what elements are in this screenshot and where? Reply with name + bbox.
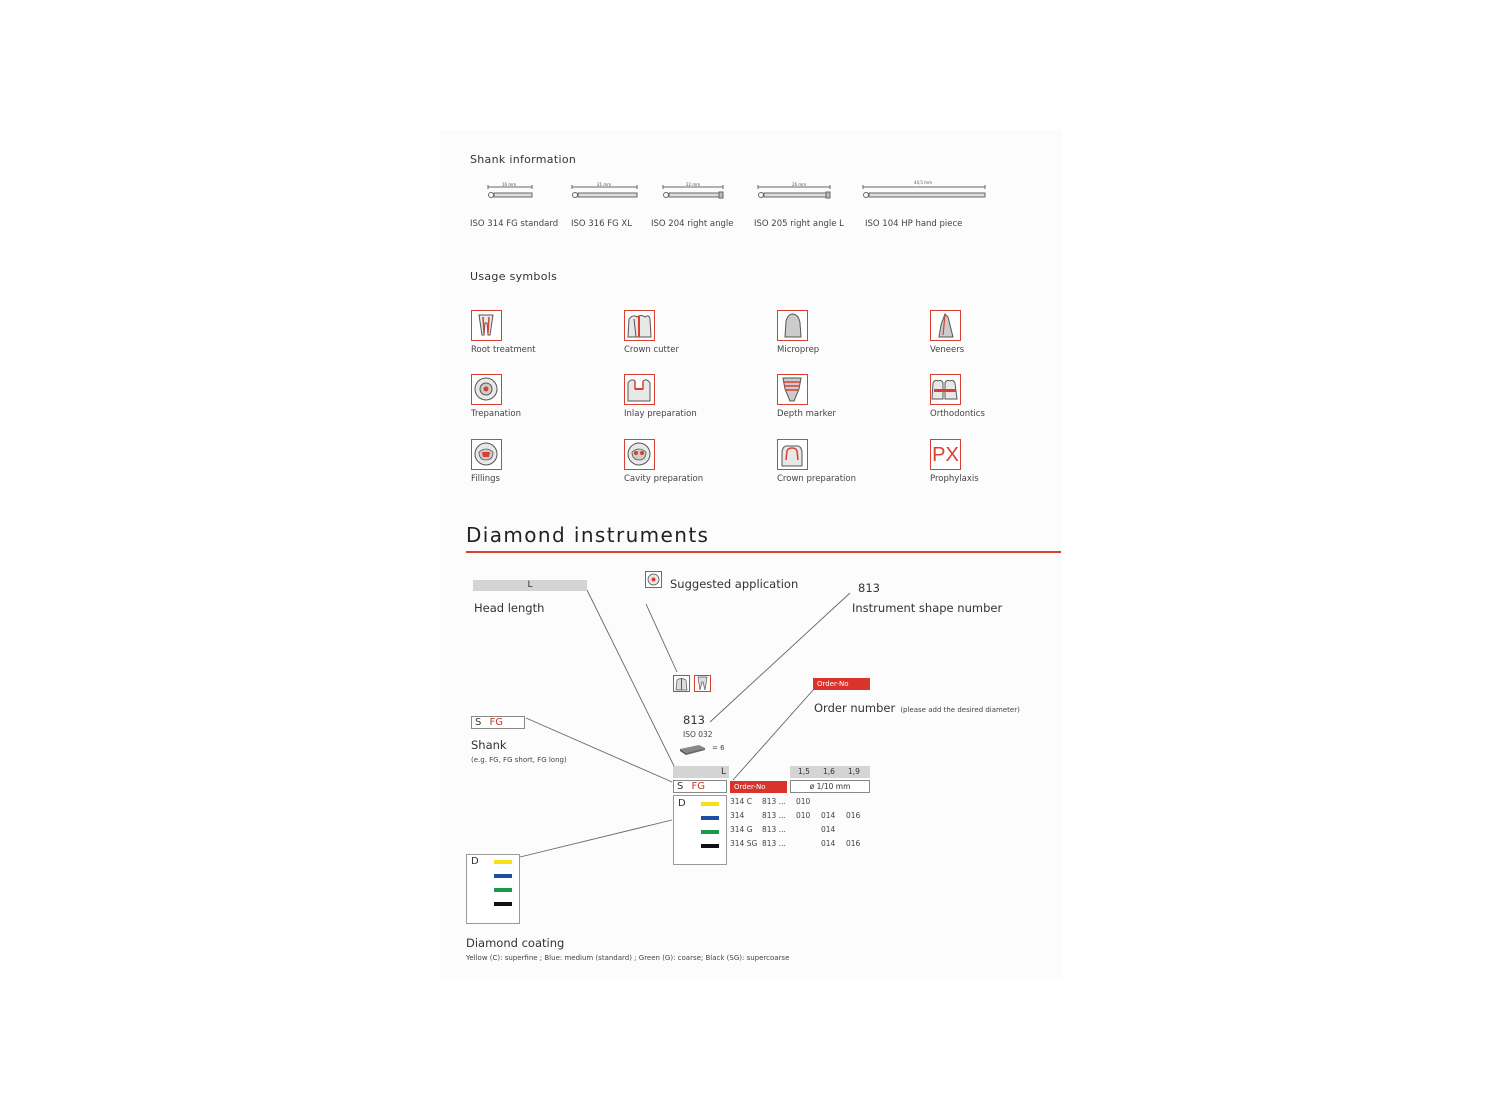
sym-label-depth-marker: Depth marker xyxy=(777,409,836,419)
shank-label-314: ISO 314 FG standard xyxy=(470,219,559,229)
sym-label-fillings: Fillings xyxy=(471,474,500,484)
head-length-bar xyxy=(473,580,587,591)
suggested-application-label: Suggested application xyxy=(670,577,799,591)
diameter-2: 1,6 xyxy=(823,767,835,776)
sym-label-orthodontics: Orthodontics xyxy=(930,409,985,419)
shank-dim-205: 26 mm xyxy=(792,182,807,187)
row-code: 314 xyxy=(730,811,745,820)
shank-label: Shank xyxy=(471,738,507,752)
coating-legend-box xyxy=(466,854,520,924)
row-shape: 813 ... xyxy=(762,811,786,820)
instrument-number: 813 xyxy=(683,713,705,727)
row-size-3: 016 xyxy=(846,839,861,848)
sym-label-veneers: Veneers xyxy=(930,345,965,355)
shank-note: (e.g. FG, FG short, FG long) xyxy=(471,756,567,764)
diameter-3: 1,9 xyxy=(848,767,860,776)
shank-label-104: ISO 104 HP hand piece xyxy=(865,219,963,229)
table-fg: FG xyxy=(691,781,706,792)
coating-swatch-black xyxy=(701,844,719,848)
order-number-label: Order number xyxy=(814,701,896,715)
table-row xyxy=(730,825,870,837)
table-d: D xyxy=(678,798,686,809)
shank-box xyxy=(471,716,525,729)
sym-label-prophylaxis: Prophylaxis xyxy=(930,474,979,484)
row-size-2: 014 xyxy=(821,811,836,820)
sym-label-inlay-preparation: Inlay preparation xyxy=(624,409,697,419)
package-qty: = 6 xyxy=(712,744,725,752)
shank-label-205: ISO 205 right angle L xyxy=(754,219,844,229)
sym-label-root-treatment: Root treatment xyxy=(471,345,536,355)
sym-label-cavity-preparation: Cavity preparation xyxy=(624,474,704,484)
table-row xyxy=(730,839,870,851)
shank-heading: Shank information xyxy=(470,153,577,166)
shank-dim-316: 21 mm xyxy=(597,182,612,187)
crown-cutter-small-icon xyxy=(673,675,690,692)
row-size-2: 014 xyxy=(821,839,836,848)
table-row xyxy=(730,811,870,823)
row-size-3: 016 xyxy=(846,811,861,820)
usage-heading: Usage symbols xyxy=(470,270,558,283)
head-length-letter: L xyxy=(527,580,533,590)
table-shank-box xyxy=(673,780,727,793)
table-head-length xyxy=(673,766,729,778)
coating-swatch-yellow xyxy=(701,802,719,806)
row-shape: 813 ... xyxy=(762,825,786,834)
legend-swatch-blue xyxy=(494,874,512,878)
row-shape: 813 ... xyxy=(762,797,786,806)
shape-number-label: Instrument shape number xyxy=(852,601,1003,615)
row-size-1: 010 xyxy=(796,797,811,806)
shank-fg: FG xyxy=(489,717,504,728)
order-no-badge: Order-No xyxy=(813,678,870,690)
shank-dim-204: 22 mm xyxy=(686,182,701,187)
package-icon xyxy=(679,742,711,756)
coating-swatch-blue xyxy=(701,816,719,820)
root-treatment-small-icon xyxy=(694,675,711,692)
coating-swatch-green xyxy=(701,830,719,834)
sym-label-crown-cutter: Crown cutter xyxy=(624,345,679,355)
diameter-1: 1,5 xyxy=(798,767,810,776)
row-code: 314 G xyxy=(730,825,753,834)
sym-label-crown-preparation: Crown preparation xyxy=(777,474,857,484)
legend-swatch-green xyxy=(494,888,512,892)
row-size-2: 014 xyxy=(821,825,836,834)
shank-label-204: ISO 204 right angle xyxy=(651,219,734,229)
prophylaxis-text: PX xyxy=(932,443,959,466)
suggested-application-icon xyxy=(645,571,662,588)
row-size-1: 010 xyxy=(796,811,811,820)
instrument-iso: ISO 032 xyxy=(683,730,713,739)
row-code: 314 SG xyxy=(730,839,758,848)
shape-number-callout: 813 xyxy=(858,581,880,595)
legend-swatch-black xyxy=(494,902,512,906)
shank-s: S xyxy=(475,717,482,728)
order-number-line xyxy=(814,697,1020,716)
table-unit-box: ø 1/10 mm xyxy=(790,780,870,793)
table-row xyxy=(730,797,870,809)
section-title: Diamond instruments xyxy=(466,523,710,547)
table-diameters-header xyxy=(790,766,870,778)
coating-note: Yellow (C): superfine ; Blue: medium (standard) ; Green (G): coarse; Black (SG): supercoarse xyxy=(466,954,790,962)
catalog-page xyxy=(440,130,1062,980)
table-rows xyxy=(730,797,870,867)
table-l: L xyxy=(720,767,726,777)
shank-label-316: ISO 316 FG XL xyxy=(571,219,632,229)
row-code: 314 C xyxy=(730,797,752,806)
table-order-badge: Order-No xyxy=(730,781,787,793)
sym-label-microprep: Microprep xyxy=(777,345,820,355)
table-coating-column xyxy=(673,795,727,865)
table-s: S xyxy=(677,781,684,792)
order-number-note: (please add the desired diameter) xyxy=(900,706,1020,714)
sym-label-trepanation: Trepanation xyxy=(471,409,521,419)
legend-swatch-yellow xyxy=(494,860,512,864)
row-shape: 813 ... xyxy=(762,839,786,848)
shank-dim-314: 16 mm xyxy=(502,182,517,187)
shank-dim-104: 44,5 mm xyxy=(914,180,932,185)
coating-label: Diamond coating xyxy=(466,936,565,950)
head-length-label: Head length xyxy=(474,601,545,615)
coating-d: D xyxy=(471,856,479,867)
